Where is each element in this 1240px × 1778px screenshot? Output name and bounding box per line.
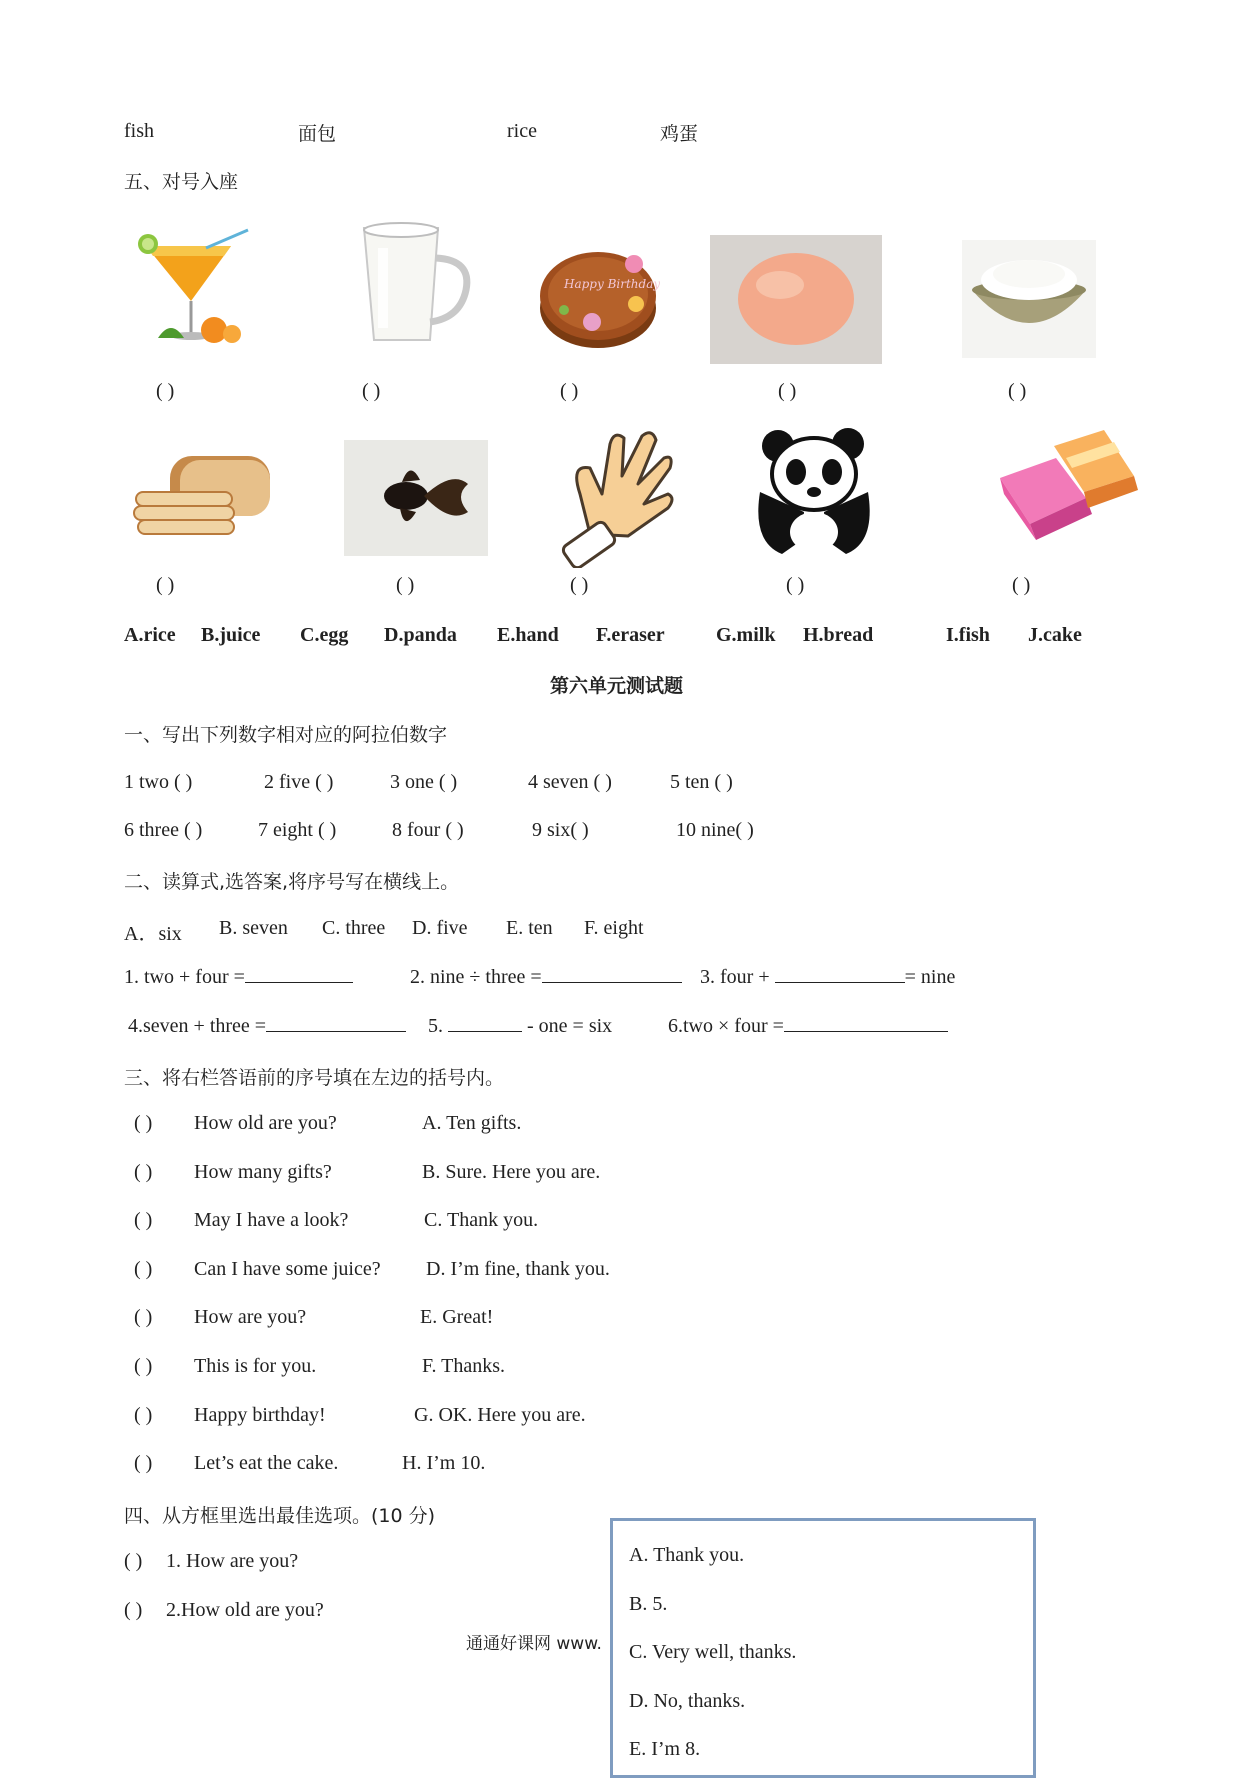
panda-picture (752, 422, 876, 558)
option-label: F.eraser (596, 624, 665, 646)
footer-watermark: 通通好课网 www. (466, 1634, 602, 1654)
question-text: Let’s eat the cake. (194, 1452, 339, 1474)
cake-text: Happy Birthday (564, 277, 660, 291)
number-item: 5 ten ( ) (670, 771, 733, 793)
section5-title: 五、对号入座 (124, 171, 239, 193)
question-text: Happy birthday! (194, 1404, 326, 1426)
answer-blank[interactable] (448, 1015, 522, 1032)
answer-text: B. Sure. Here you are. (422, 1161, 601, 1183)
egg-picture (710, 235, 882, 364)
equation-6: 6.two × four = (668, 1015, 948, 1038)
answer-paren[interactable]: ( ) (124, 1550, 143, 1572)
answer-text: A. Ten gifts. (422, 1112, 522, 1134)
answer-text: G. OK. Here you are. (414, 1404, 586, 1426)
number-item: 3 one ( ) (390, 771, 458, 793)
answer-paren[interactable]: ( ) (124, 1599, 143, 1621)
question-text: 2.How old are you? (166, 1599, 324, 1621)
box-option: C. Very well, thanks. (629, 1641, 797, 1663)
number-item: 7 eight ( ) (258, 819, 337, 841)
option-label: B.juice (201, 624, 261, 646)
number-item: 10 nine( ) (676, 819, 754, 841)
answer-paren[interactable]: ( ) (134, 1209, 153, 1231)
number-item: 1 two ( ) (124, 771, 193, 793)
part1-title: 一、写出下列数字相对应的阿拉伯数字 (124, 724, 448, 746)
answer-text: F. Thanks. (422, 1355, 506, 1377)
option-label: A.rice (124, 624, 176, 646)
choice-a: A．six (124, 923, 182, 945)
box-option: B. 5. (629, 1593, 668, 1615)
answer-paren[interactable]: ( ) (1012, 574, 1031, 596)
answer-paren[interactable]: ( ) (156, 380, 175, 402)
birthday-cake-picture (536, 238, 660, 354)
question-text: This is for you. (194, 1355, 317, 1377)
option-label: C.egg (300, 624, 349, 646)
answer-blank[interactable] (266, 1015, 406, 1032)
number-item: 9 six( ) (532, 819, 589, 841)
question-text: How old are you? (194, 1112, 337, 1134)
answer-blank[interactable] (542, 966, 682, 983)
question-text: How are you? (194, 1306, 307, 1328)
answer-text: D. I’m fine, thank you. (426, 1258, 610, 1280)
answer-paren[interactable]: ( ) (778, 380, 797, 402)
choice-d: D. five (412, 917, 468, 939)
answer-paren[interactable]: ( ) (134, 1355, 153, 1377)
answer-blank[interactable] (245, 966, 353, 983)
option-label: H.bread (803, 624, 874, 646)
answer-paren[interactable]: ( ) (134, 1161, 153, 1183)
answer-paren[interactable]: ( ) (396, 574, 415, 596)
answer-paren[interactable]: ( ) (560, 380, 579, 402)
answer-blank[interactable] (775, 966, 905, 983)
answer-paren[interactable]: ( ) (1008, 380, 1027, 402)
answer-paren[interactable]: ( ) (134, 1258, 153, 1280)
vocab-fish: fish (124, 120, 154, 142)
option-label: J.cake (1028, 624, 1082, 646)
part4-title: 四、从方框里选出最佳选项。(10 分) (124, 1505, 436, 1527)
answer-paren[interactable]: ( ) (362, 380, 381, 402)
vocab-rice: rice (507, 120, 537, 142)
option-label: E.hand (497, 624, 559, 646)
number-item: 8 four ( ) (392, 819, 464, 841)
answer-paren[interactable]: ( ) (134, 1404, 153, 1426)
answer-paren[interactable]: ( ) (786, 574, 805, 596)
number-item: 4 seven ( ) (528, 771, 612, 793)
number-item: 6 three ( ) (124, 819, 203, 841)
part3-title: 三、将右栏答语前的序号填在左边的括号内。 (124, 1067, 505, 1089)
option-label: G.milk (716, 624, 776, 646)
answer-paren[interactable]: ( ) (156, 574, 175, 596)
eraser-picture (996, 428, 1140, 556)
answer-paren[interactable]: ( ) (570, 574, 589, 596)
unit6-title: 第六单元测试题 (550, 675, 684, 697)
answer-paren[interactable]: ( ) (134, 1112, 153, 1134)
choice-f: F. eight (584, 917, 644, 939)
answer-text: H. I’m 10. (402, 1452, 486, 1474)
choice-c: C. three (322, 917, 386, 939)
equation-1: 1. two + four = (124, 966, 353, 989)
equation-5: 5. - one = six (428, 1015, 613, 1037)
equation-3: 3. four + = nine (700, 966, 956, 988)
option-label: D.panda (384, 624, 457, 646)
goldfish-picture (344, 440, 488, 556)
answer-text: E. Great! (420, 1306, 494, 1328)
answer-paren[interactable]: ( ) (134, 1306, 153, 1328)
box-option: E. I’m 8. (629, 1738, 701, 1760)
option-label: I.fish (946, 624, 990, 646)
box-option: D. No, thanks. (629, 1690, 746, 1712)
question-text: Can I have some juice? (194, 1258, 381, 1280)
question-text: 1. How are you? (166, 1550, 299, 1572)
answer-blank[interactable] (784, 1015, 948, 1032)
choice-e: E. ten (506, 917, 553, 939)
part2-title: 二、读算式,选答案,将序号写在横线上。 (124, 871, 460, 893)
number-item: 2 five ( ) (264, 771, 334, 793)
choice-b: B. seven (219, 917, 288, 939)
bread-picture (120, 432, 288, 542)
options-box (610, 1518, 1036, 1778)
vocab-bread-chinese: 面包 (298, 123, 337, 145)
rice-bowl-picture (962, 240, 1096, 358)
equation-2: 2. nine ÷ three = (410, 966, 682, 989)
question-text: May I have a look? (194, 1209, 349, 1231)
equation-4: 4.seven + three = (128, 1015, 406, 1038)
juice-cocktail-picture (136, 226, 256, 350)
question-text: How many gifts? (194, 1161, 332, 1183)
vocab-egg-chinese: 鸡蛋 (660, 123, 699, 145)
hand-picture (550, 424, 676, 568)
answer-paren[interactable]: ( ) (134, 1452, 153, 1474)
milk-glass-picture (356, 218, 474, 350)
box-option: A. Thank you. (629, 1544, 745, 1566)
answer-text: C. Thank you. (424, 1209, 539, 1231)
